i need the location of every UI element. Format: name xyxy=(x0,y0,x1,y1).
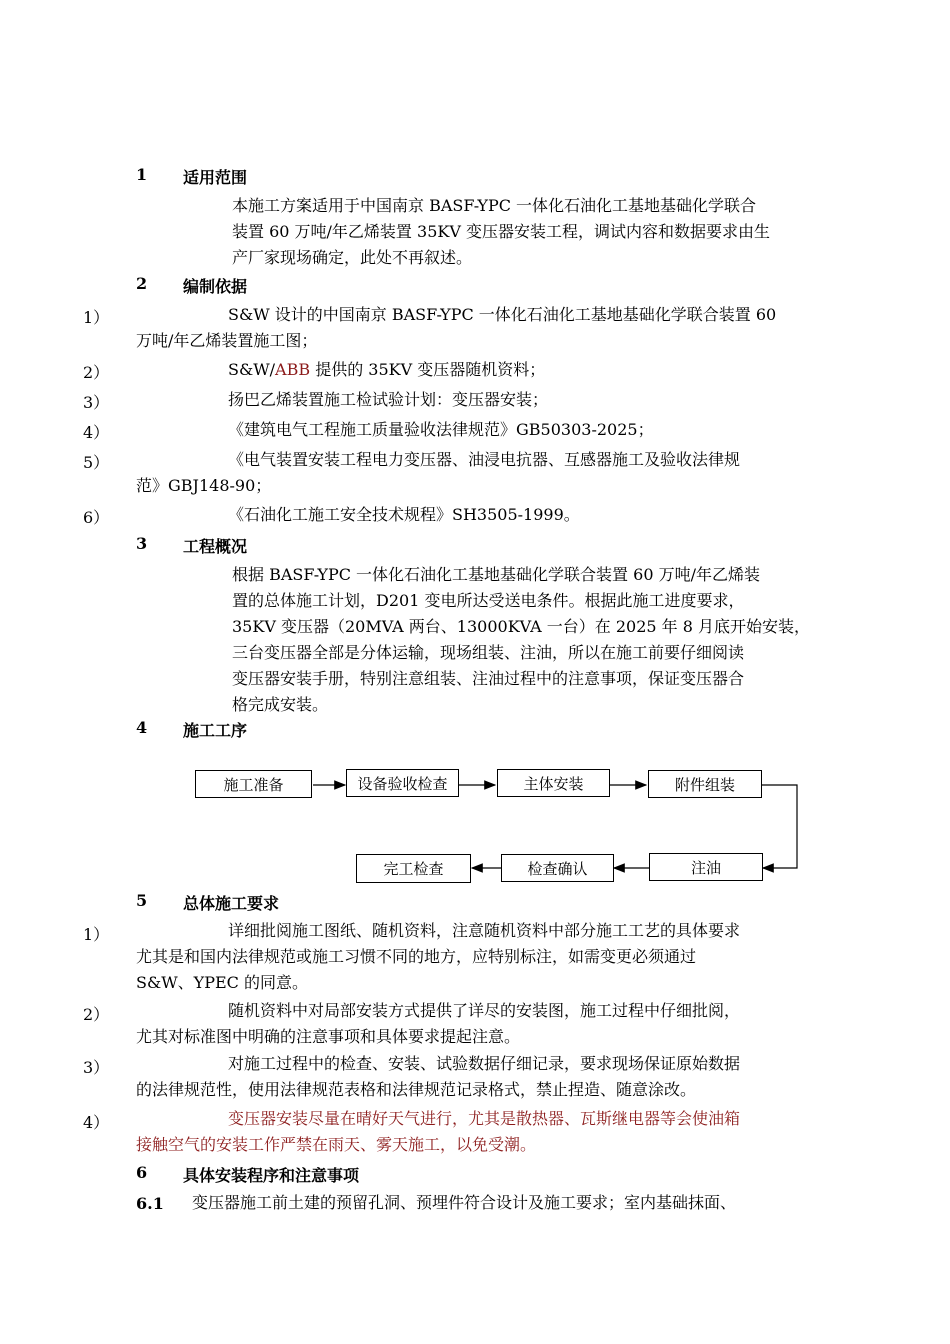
text-line: S&W、YPEC 的同意。 xyxy=(136,973,308,992)
text-segment: S&W/ xyxy=(228,360,276,379)
list-number: 3） xyxy=(83,1058,110,1077)
text-line: 对施工过程中的检查、安装、试验数据仔细记录，要求现场保证原始数据 xyxy=(228,1054,741,1073)
text-line: 产厂家现场确定，此处不再叙述。 xyxy=(232,248,473,267)
section-6-title: 具体安装程序和注意事项 xyxy=(183,1166,360,1185)
list-number: 2） xyxy=(83,363,110,382)
text-line: 变压器安装手册，特别注意组装、注油过程中的注意事项，保证变压器合 xyxy=(232,669,745,688)
section-5-number: 5 xyxy=(136,891,148,910)
flow-step-inspection: 设备验收检查 xyxy=(346,769,459,797)
text-line: 万吨/年乙烯装置施工图； xyxy=(136,331,318,350)
flow-step-accessories: 附件组装 xyxy=(648,770,762,798)
section-2-title: 编制依据 xyxy=(183,277,248,296)
text-line: 装置 60 万吨/年乙烯装置 35KV 变压器安装工程，调试内容和数据要求由生 xyxy=(232,222,770,241)
text-line: 尤其对标准图中明确的注意事项和具体要求提起注意。 xyxy=(136,1027,521,1046)
text-line: 变压器安装尽量在晴好天气进行，尤其是散热器、瓦斯继电器等会使油箱 xyxy=(228,1109,741,1128)
list-number: 1） xyxy=(83,308,110,327)
section-4-number: 4 xyxy=(136,718,148,737)
text-line: 三台变压器全部是分体运输，现场组装、注油，所以在施工前要仔细阅读 xyxy=(232,643,745,662)
list-number: 1） xyxy=(83,925,110,944)
flow-step-main-install: 主体安装 xyxy=(497,769,610,797)
text-line: 本施工方案适用于中国南京 BASF-YPC 一体化石油化工基地基础化学联合 xyxy=(232,196,757,215)
flow-step-check: 检查确认 xyxy=(501,854,614,882)
text-line: 随机资料中对局部安装方式提供了详尽的安装图，施工过程中仔细批阅， xyxy=(228,1001,741,1020)
text-line: 格完成安装。 xyxy=(232,695,329,714)
list-item-warning xyxy=(136,1106,860,1158)
section-number: 1 xyxy=(136,165,148,184)
text-line: 范》GBJ148-90； xyxy=(136,476,272,495)
text-line: 尤其是和国内法律规范或施工习惯不同的地方，应特别标注，如需变更必须通过 xyxy=(136,947,697,966)
section-2-number: 2 xyxy=(136,274,148,293)
list-number: 2） xyxy=(83,1005,110,1024)
section-3-number: 3 xyxy=(136,534,148,553)
flow-step-prep: 施工准备 xyxy=(195,770,312,798)
text-line: 《电气装置安装工程电力变压器、油浸电抗器、互感器施工及验收法律规 xyxy=(228,450,741,469)
text-line: 置的总体施工计划，D201 变电所达受送电条件。根据此施工进度要求， xyxy=(232,591,745,610)
highlight-text: ABB xyxy=(275,360,311,379)
list-item: 扬巴乙烯装置施工检试验计划：变压器安装； xyxy=(228,390,549,409)
subsection-text: 变压器施工前土建的预留孔洞、预埋件符合设计及施工要求；室内基础抹面、 xyxy=(192,1193,737,1212)
list-number: 6） xyxy=(83,508,110,527)
flow-arrow xyxy=(762,785,797,868)
text-line: 35KV 变压器（20MVA 两台、13000KVA 一台）在 2025 年 8 月底开始安装， xyxy=(232,617,811,636)
flow-step-oil-fill: 注油 xyxy=(649,853,763,881)
list-number: 4） xyxy=(83,423,110,442)
text-line: 详细批阅施工图纸、随机资料，注意随机资料中部分施工工艺的具体要求 xyxy=(228,921,741,940)
text-line: 的法律规范性，使用法律规范表格和法律规范记录格式，禁止捏造、随意涂改。 xyxy=(136,1080,697,1099)
list-number: 4） xyxy=(83,1113,110,1132)
text-segment: 提供的 35KV 变压器随机资料； xyxy=(310,360,546,379)
list-item xyxy=(136,998,860,1050)
section-4-title: 施工工序 xyxy=(183,721,248,740)
list-item xyxy=(136,918,860,996)
subsection-number: 6.1 xyxy=(136,1194,164,1213)
list-number: 3） xyxy=(83,393,110,412)
flow-step-final-check: 完工检查 xyxy=(356,854,471,883)
text-line: 接触空气的安装工作严禁在雨天、雾天施工，以免受潮。 xyxy=(136,1135,537,1154)
text-line: S&W 设计的中国南京 BASF-YPC 一体化石油化工基地基础化学联合装置 60 xyxy=(228,305,777,324)
section-5-title: 总体施工要求 xyxy=(183,894,280,913)
text-line: 根据 BASF-YPC 一体化石油化工基地基础化学联合装置 60 万吨/年乙烯装 xyxy=(232,565,760,584)
list-item: 《建筑电气工程施工质量验收法律规范》GB50303-2025； xyxy=(228,420,654,439)
section-3-title: 工程概况 xyxy=(183,537,248,556)
section-6-number: 6 xyxy=(136,1163,148,1182)
list-number: 5） xyxy=(83,453,110,472)
list-item xyxy=(136,1051,860,1103)
section-1-title: 适用范围 xyxy=(183,168,248,187)
list-item: 《石油化工施工安全技术规程》SH3505-1999。 xyxy=(228,505,580,524)
